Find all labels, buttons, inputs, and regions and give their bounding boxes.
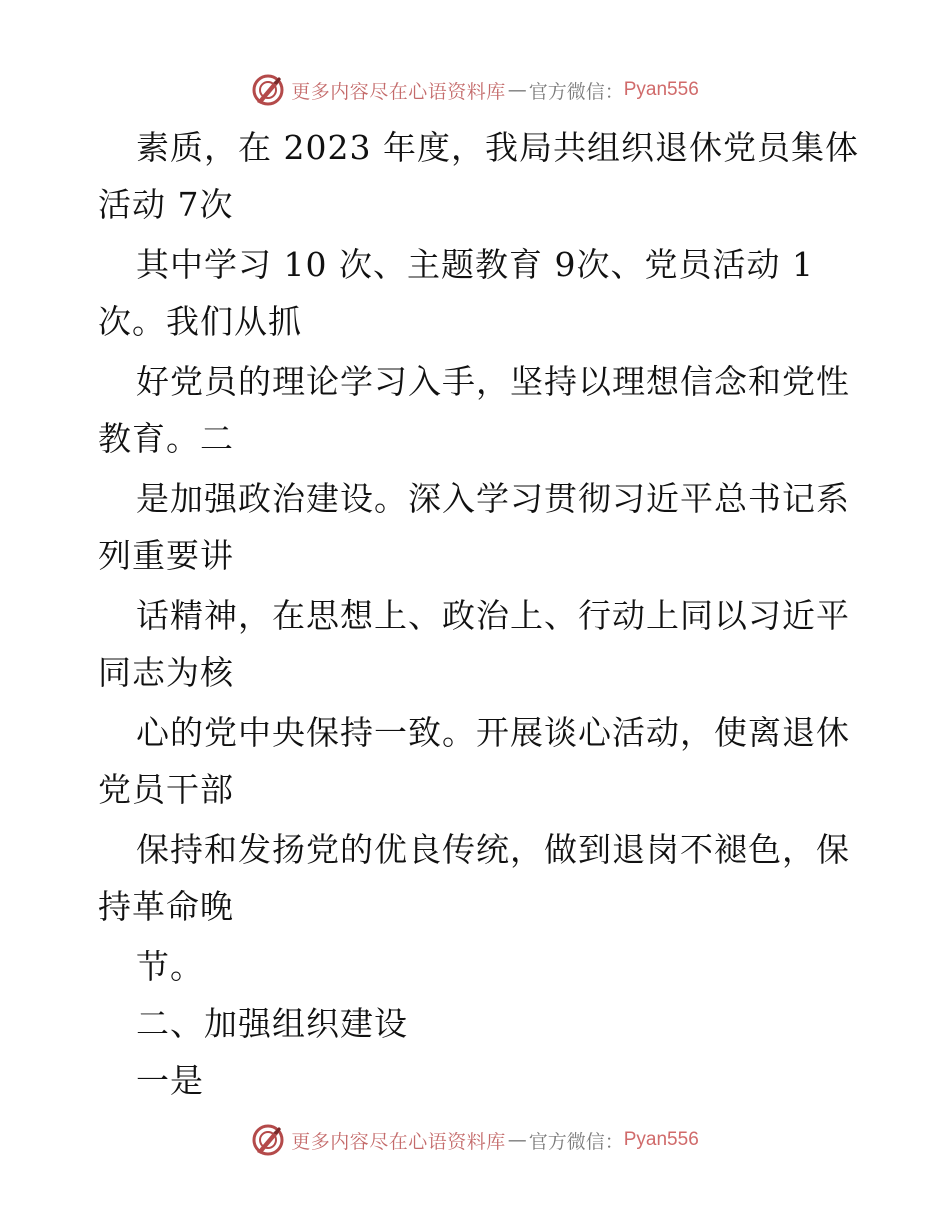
banner-separator: — xyxy=(507,79,527,101)
pen-circle-logo-icon xyxy=(251,73,285,107)
banner-separator: — xyxy=(507,1129,527,1151)
banner-wechat-id: Pyan556 xyxy=(623,1129,699,1150)
text-line: 是加强政治建设。深入学习贯彻习近平总书记系 xyxy=(136,479,850,518)
text-line: 好党员的理论学习入手，坚持以理想信念和党性 xyxy=(136,362,850,401)
text-line: 活动 7次 xyxy=(98,185,234,224)
text-line: 心的党中央保持一致。开展谈心活动，使离退休 xyxy=(136,713,850,752)
text-line: 同志为核 xyxy=(98,653,234,692)
banner-site-text: 更多内容尽在心语资料库 xyxy=(291,1130,506,1153)
text-line: 教育。二 xyxy=(98,419,234,458)
text-line: 持革命晚 xyxy=(98,887,234,926)
text-line: 次。我们从抓 xyxy=(98,302,302,341)
text-line: 列重要讲 xyxy=(98,536,234,575)
text-line: 素质，在 2023 年度，我局共组织退休党员集体 xyxy=(136,128,859,167)
header-banner xyxy=(0,70,950,110)
pen-circle-logo-icon xyxy=(251,1123,285,1157)
banner-wechat-label: 官方微信： xyxy=(528,1130,624,1153)
banner-site-text: 更多内容尽在心语资料库 xyxy=(291,80,506,103)
banner-wechat-id: Pyan556 xyxy=(623,79,699,100)
text-line: 节。 xyxy=(136,947,204,986)
text-line: 党员干部 xyxy=(98,770,234,809)
footer-banner xyxy=(0,1120,950,1160)
text-line: 一是 xyxy=(136,1061,204,1100)
text-line: 话精神，在思想上、政治上、行动上同以习近平 xyxy=(136,596,850,635)
banner-wechat-label: 官方微信： xyxy=(528,80,624,103)
text-line: 保持和发扬党的优良传统，做到退岗不褪色，保 xyxy=(136,830,850,869)
text-line: 其中学习 10 次、主题教育 9次、党员活动 1 xyxy=(136,245,814,284)
section-heading: 二、加强组织建设 xyxy=(136,1004,408,1043)
